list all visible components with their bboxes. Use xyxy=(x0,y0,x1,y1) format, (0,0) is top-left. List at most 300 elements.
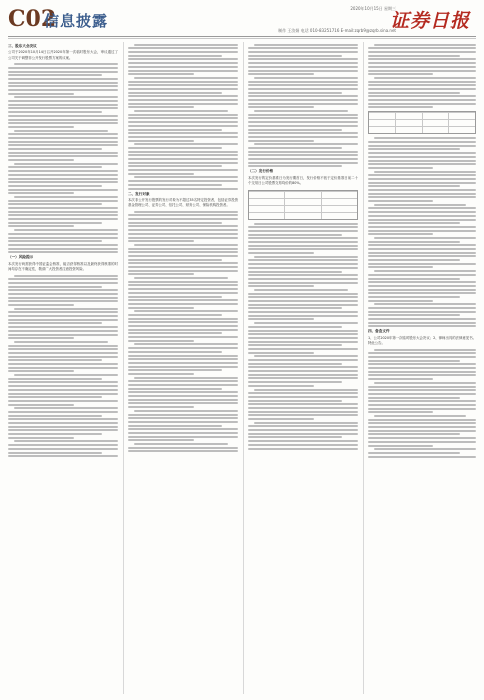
text-line xyxy=(128,340,194,342)
text-line xyxy=(368,200,433,202)
text-line xyxy=(248,55,342,57)
text-line xyxy=(248,436,342,438)
text-line xyxy=(368,178,476,180)
text-line xyxy=(128,329,238,331)
text-line xyxy=(8,237,118,239)
text-line xyxy=(248,282,358,284)
text-line xyxy=(368,99,476,101)
text-line xyxy=(134,211,238,213)
text-line xyxy=(8,300,118,302)
text-line xyxy=(248,304,358,306)
text-line xyxy=(8,126,74,128)
text-line xyxy=(128,92,222,94)
text-line xyxy=(248,263,358,265)
body-text-block xyxy=(128,44,238,190)
text-line xyxy=(128,225,238,227)
text-line xyxy=(248,62,358,64)
text-line xyxy=(128,88,238,90)
text-line xyxy=(248,403,358,405)
text-line xyxy=(248,363,342,365)
text-line xyxy=(368,193,476,195)
text-line xyxy=(8,137,118,139)
text-line xyxy=(8,422,118,424)
text-line xyxy=(8,240,102,242)
text-line xyxy=(368,307,476,309)
text-line xyxy=(128,165,222,167)
text-line xyxy=(8,381,118,383)
text-line xyxy=(368,215,476,217)
text-line xyxy=(248,151,358,153)
text-line xyxy=(368,404,476,406)
text-line xyxy=(248,341,358,343)
text-line xyxy=(368,84,476,86)
text-line xyxy=(8,367,118,369)
text-line xyxy=(8,122,118,124)
text-line xyxy=(128,325,238,327)
text-line xyxy=(374,44,476,46)
text-line xyxy=(248,311,358,313)
table-row xyxy=(369,119,475,126)
text-line xyxy=(368,296,460,298)
text-line xyxy=(8,119,118,121)
text-line xyxy=(248,318,314,320)
text-line xyxy=(248,296,358,298)
text-line xyxy=(134,244,238,246)
text-line xyxy=(248,274,358,276)
text-line xyxy=(128,66,238,68)
text-line xyxy=(128,380,238,382)
text-line xyxy=(248,278,358,280)
article-text: 本次发行的定价基准日为发行期首日，发行价格不低于定价基准日前二十个交易日公司股票交易均价的80%。 xyxy=(248,175,358,186)
text-line xyxy=(128,218,238,220)
text-line xyxy=(8,141,118,143)
text-line xyxy=(8,356,118,358)
text-line xyxy=(128,229,238,231)
text-line xyxy=(128,369,222,371)
text-line xyxy=(8,181,118,183)
text-line xyxy=(8,244,118,246)
text-line xyxy=(368,66,476,68)
text-line xyxy=(128,373,194,375)
text-line xyxy=(248,117,358,119)
text-line xyxy=(368,167,433,169)
text-line xyxy=(368,311,476,313)
text-line xyxy=(128,103,238,105)
text-line xyxy=(8,104,118,106)
text-line xyxy=(128,336,238,338)
text-line xyxy=(368,211,476,213)
text-line xyxy=(374,448,476,450)
text-line xyxy=(368,70,476,72)
text-line xyxy=(248,252,314,254)
article-text: 1、公司2020年第一次临时股东大会决议；2、律师出具的法律意见书。特此公告。 xyxy=(368,335,476,346)
text-line xyxy=(368,174,476,176)
text-line xyxy=(368,196,476,198)
text-line xyxy=(8,370,74,372)
text-line xyxy=(128,428,238,430)
text-line xyxy=(254,256,358,258)
text-line xyxy=(8,207,118,209)
text-line xyxy=(8,200,118,202)
text-line xyxy=(368,252,476,254)
text-line xyxy=(248,154,358,156)
text-line xyxy=(8,411,118,413)
text-line xyxy=(248,407,358,409)
text-line xyxy=(8,218,118,220)
text-line xyxy=(8,404,74,406)
text-line xyxy=(248,348,358,350)
text-line xyxy=(128,366,238,368)
text-line xyxy=(368,152,476,154)
text-line xyxy=(368,430,476,432)
text-line xyxy=(368,393,476,395)
text-line xyxy=(248,230,358,232)
text-line xyxy=(8,185,102,187)
column-1 xyxy=(8,42,118,459)
text-line xyxy=(248,333,358,335)
text-line xyxy=(8,337,74,339)
text-line xyxy=(128,222,222,224)
article-heading: 四、备查文件 xyxy=(368,329,390,334)
table-row xyxy=(249,191,357,198)
text-line xyxy=(248,226,358,228)
text-line xyxy=(8,304,74,306)
text-line xyxy=(128,273,194,275)
text-line xyxy=(128,296,222,298)
text-line xyxy=(374,171,476,173)
text-line xyxy=(8,315,118,317)
text-line xyxy=(248,106,314,108)
text-line xyxy=(128,106,194,108)
text-line xyxy=(248,300,358,302)
text-line xyxy=(248,385,314,387)
text-line xyxy=(368,207,476,209)
text-line xyxy=(248,234,342,236)
text-line xyxy=(368,255,476,257)
text-line xyxy=(254,223,358,225)
text-line xyxy=(8,437,74,439)
body-text-block xyxy=(248,223,358,450)
text-line xyxy=(368,51,476,53)
text-line xyxy=(134,110,228,112)
text-line xyxy=(14,196,118,198)
text-line xyxy=(368,419,476,421)
text-line xyxy=(368,386,476,388)
body-text-block xyxy=(368,44,476,109)
text-line xyxy=(8,352,118,354)
text-line xyxy=(368,441,476,443)
text-line xyxy=(248,73,314,75)
text-line xyxy=(368,378,433,380)
text-line xyxy=(128,284,238,286)
text-line xyxy=(254,44,358,46)
text-line xyxy=(248,366,358,368)
text-line xyxy=(128,314,222,316)
text-line xyxy=(368,185,460,187)
text-line xyxy=(8,71,118,73)
text-line xyxy=(8,433,102,435)
text-line xyxy=(368,285,476,287)
text-line xyxy=(128,391,238,393)
issue-date: 2020年10月15日 星期三 xyxy=(350,6,396,11)
text-line xyxy=(248,285,314,287)
text-line xyxy=(254,77,358,79)
text-line xyxy=(248,425,358,427)
text-line xyxy=(248,103,358,105)
text-line xyxy=(368,88,476,90)
text-line xyxy=(248,381,342,383)
text-line xyxy=(8,133,118,135)
text-line xyxy=(14,163,118,165)
text-line xyxy=(128,162,238,164)
table-row xyxy=(249,205,357,212)
text-line xyxy=(8,248,118,250)
text-line xyxy=(368,106,433,108)
text-line xyxy=(128,321,238,323)
section-title: 信息披露 xyxy=(44,12,109,30)
text-line xyxy=(248,352,314,354)
text-line xyxy=(374,204,466,206)
text-line xyxy=(368,411,433,413)
body-text-block xyxy=(368,349,476,458)
article-text: 本次发行尚需获得中国证监会核准，能否获得核准以及最终获得核准的时间均存在不确定性，敬请广大投资者注意投资风险。 xyxy=(8,261,118,272)
text-line xyxy=(128,140,194,142)
text-line xyxy=(8,286,102,288)
text-line xyxy=(248,267,358,269)
text-line xyxy=(248,147,342,149)
text-line xyxy=(14,440,118,442)
text-line xyxy=(248,293,358,295)
table-row xyxy=(369,126,475,133)
text-line xyxy=(248,95,358,97)
text-line xyxy=(128,395,238,397)
text-line xyxy=(8,322,102,324)
text-line xyxy=(8,319,118,321)
text-line xyxy=(128,432,238,434)
text-line xyxy=(8,330,118,332)
text-line xyxy=(248,315,358,317)
text-line xyxy=(368,248,476,250)
text-line xyxy=(368,219,476,221)
text-line xyxy=(368,292,476,294)
text-line xyxy=(8,170,118,172)
text-line xyxy=(128,347,238,349)
text-line xyxy=(8,115,118,117)
text-line xyxy=(368,400,476,402)
text-line xyxy=(128,251,238,253)
text-line xyxy=(254,422,358,424)
text-line xyxy=(128,421,238,423)
text-line xyxy=(368,241,460,243)
text-line xyxy=(8,107,118,109)
text-line xyxy=(368,189,476,191)
column-divider xyxy=(363,42,364,694)
column-3 xyxy=(248,42,358,451)
text-line xyxy=(368,156,476,158)
text-line xyxy=(134,310,238,312)
text-line xyxy=(128,151,238,153)
text-line xyxy=(14,275,118,277)
text-line xyxy=(128,136,238,138)
text-line xyxy=(128,399,238,401)
text-line xyxy=(8,82,118,84)
text-line xyxy=(14,63,118,65)
text-line xyxy=(8,400,118,402)
text-line xyxy=(248,307,342,309)
newspaper-logo: 证券日报 xyxy=(389,10,470,32)
text-line xyxy=(8,396,102,398)
body-text-block xyxy=(368,137,476,327)
text-line xyxy=(248,248,358,250)
text-line xyxy=(14,341,108,343)
text-line xyxy=(128,288,238,290)
text-line xyxy=(368,452,460,454)
text-line xyxy=(248,377,358,379)
text-line xyxy=(368,259,460,261)
text-line xyxy=(368,233,433,235)
text-line xyxy=(368,322,476,324)
text-line xyxy=(8,155,118,157)
text-line xyxy=(248,440,358,442)
column-4 xyxy=(368,42,476,459)
text-line xyxy=(128,248,238,250)
text-line xyxy=(8,378,102,380)
text-line xyxy=(368,281,476,283)
text-line xyxy=(128,414,238,416)
text-line xyxy=(368,103,476,105)
text-line xyxy=(128,114,238,116)
text-line xyxy=(8,152,118,154)
text-line xyxy=(8,282,118,284)
text-line xyxy=(134,377,238,379)
text-line xyxy=(368,300,433,302)
text-line xyxy=(368,314,460,316)
text-line xyxy=(8,111,102,113)
text-line xyxy=(368,325,476,327)
text-line xyxy=(128,436,238,438)
text-line xyxy=(8,334,118,336)
text-line xyxy=(128,121,238,123)
article-text: 公司于2020年10月14日召开2020年第一次临时股东大会，审议通过了公司关于调整非公开发行股票方案的议案。 xyxy=(8,50,118,60)
text-line xyxy=(248,245,358,247)
text-line xyxy=(128,270,238,272)
text-line xyxy=(248,140,314,142)
text-line xyxy=(368,389,476,391)
text-line xyxy=(128,47,238,49)
header-rule xyxy=(8,36,476,37)
text-line xyxy=(128,351,222,353)
text-line xyxy=(128,169,238,171)
text-line xyxy=(248,165,342,167)
text-line xyxy=(128,240,194,242)
masthead xyxy=(8,6,476,36)
text-line xyxy=(128,51,238,53)
text-line xyxy=(248,51,358,53)
text-line xyxy=(8,192,74,194)
text-line xyxy=(374,382,476,384)
text-line xyxy=(248,125,358,127)
text-line xyxy=(368,363,476,365)
text-line xyxy=(128,117,238,119)
text-line xyxy=(254,389,358,391)
text-line xyxy=(368,426,476,428)
text-line xyxy=(128,81,238,83)
text-line xyxy=(134,77,238,79)
body-text-block xyxy=(248,44,358,168)
text-line xyxy=(368,55,460,57)
text-line xyxy=(14,130,108,132)
text-line xyxy=(368,145,476,147)
text-line xyxy=(374,77,476,79)
text-line xyxy=(8,74,102,76)
text-line xyxy=(248,448,358,450)
text-line xyxy=(248,99,358,101)
text-line xyxy=(248,444,358,446)
text-line xyxy=(8,159,74,161)
text-line xyxy=(8,278,118,280)
text-line xyxy=(134,343,238,345)
text-line xyxy=(134,410,238,412)
column-divider xyxy=(243,42,244,694)
text-line xyxy=(248,330,358,332)
text-line xyxy=(254,289,348,291)
body-text-block xyxy=(8,275,118,458)
text-line xyxy=(248,344,342,346)
text-line xyxy=(14,96,118,98)
text-line xyxy=(8,452,102,454)
text-line xyxy=(128,62,238,64)
text-line xyxy=(128,384,238,386)
text-line xyxy=(128,173,194,175)
text-line xyxy=(128,180,238,182)
text-line xyxy=(128,73,194,75)
text-line xyxy=(8,85,118,87)
text-line xyxy=(128,318,238,320)
text-line xyxy=(14,407,118,409)
text-line xyxy=(368,92,460,94)
article-heading: 三、股东大会决议 xyxy=(8,44,37,48)
text-line xyxy=(248,58,358,60)
text-line xyxy=(374,237,476,239)
text-line xyxy=(248,92,342,94)
text-line xyxy=(128,299,238,301)
text-line xyxy=(248,259,358,261)
text-line xyxy=(128,402,238,404)
text-line xyxy=(8,426,118,428)
text-line xyxy=(8,363,118,365)
text-line xyxy=(128,406,194,408)
text-line xyxy=(8,415,102,417)
text-line xyxy=(8,174,118,176)
text-line xyxy=(248,337,358,339)
text-line xyxy=(128,214,238,216)
text-line xyxy=(8,148,102,150)
text-line xyxy=(128,132,238,134)
text-line xyxy=(248,121,358,123)
text-line xyxy=(368,374,476,376)
text-line xyxy=(374,137,476,139)
text-line xyxy=(374,270,476,272)
text-line xyxy=(14,229,118,231)
text-line xyxy=(8,189,118,191)
table-row xyxy=(249,212,357,219)
column-divider xyxy=(123,42,124,694)
text-line xyxy=(128,259,222,261)
text-line xyxy=(248,271,342,273)
text-line xyxy=(368,289,476,291)
text-line xyxy=(8,233,118,235)
text-line xyxy=(248,84,358,86)
